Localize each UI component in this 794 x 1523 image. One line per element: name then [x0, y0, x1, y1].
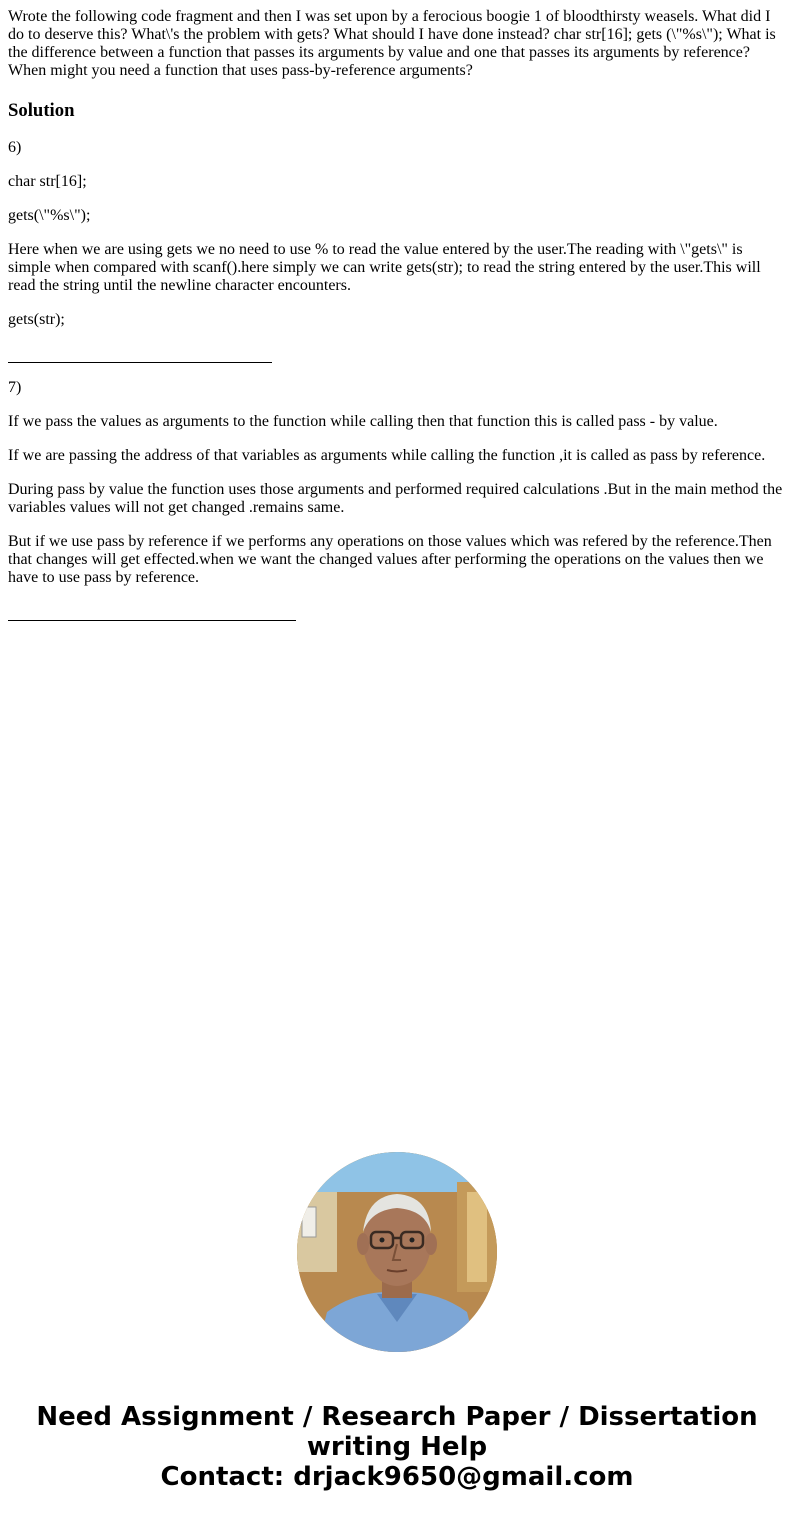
- promo-banner: [0, 1152, 794, 1492]
- solution-heading: Solution: [8, 100, 75, 121]
- answer-7-paragraph-4: But if we use pass by reference if we performs any operations on those values which was refered by the reference.Then that changes will get effected.when we want the changed values after performing the operations on the values then we have to use pass by reference.: [8, 533, 772, 586]
- answer-7-paragraph-3: During pass by value the function uses those arguments and performed required calculations .But in the main method the variables values will not get changed .remains same.: [8, 481, 783, 516]
- answer-6-code-gets-format: gets(\"%s\");: [8, 207, 91, 224]
- author-avatar: [297, 1152, 497, 1352]
- answer-6-code-gets-str: gets(str);: [8, 311, 65, 328]
- document-body: [8, 8, 786, 621]
- promo-line-2: writing Help: [306, 1432, 488, 1462]
- promo-contact: Contact: drjack9650@gmail.com: [160, 1462, 634, 1492]
- promo-text: [0, 1402, 794, 1492]
- question-text: Wrote the following code fragment and then I was set upon by a ferocious boogie 1 of bloodthirsty weasels. What did I do to deserve this? What\'s the problem with gets? What should I have done instead? char str[16]; gets (\"%s\"); What is the difference between a function that passes its arguments by value and one that passes its arguments by reference? When might you need a function that uses pass-by-reference arguments?: [8, 8, 776, 79]
- answer-6-explanation: Here when we are using gets we no need to use % to read the value entered by the user.The reading with \"gets\" is simple when compared with scanf().here simply we can write gets(str); to read the string entered by the user.This will read the string until the newline character encounters.: [8, 241, 761, 294]
- separator-line: [8, 603, 296, 621]
- answer-7-number: 7): [8, 379, 22, 396]
- answer-6-code-declaration: char str[16];: [8, 173, 87, 190]
- answer-6-number: 6): [8, 139, 22, 156]
- answer-7-paragraph-2: If we are passing the address of that variables as arguments while calling the function ,it is called as pass by reference.: [8, 447, 766, 464]
- promo-line-1: Need Assignment / Research Paper / Dissertation: [36, 1402, 758, 1432]
- portrait-image: [297, 1152, 497, 1352]
- answer-7-paragraph-1: If we pass the values as arguments to the function while calling then that function this is called pass - by value.: [8, 413, 718, 430]
- separator-line: [8, 345, 272, 363]
